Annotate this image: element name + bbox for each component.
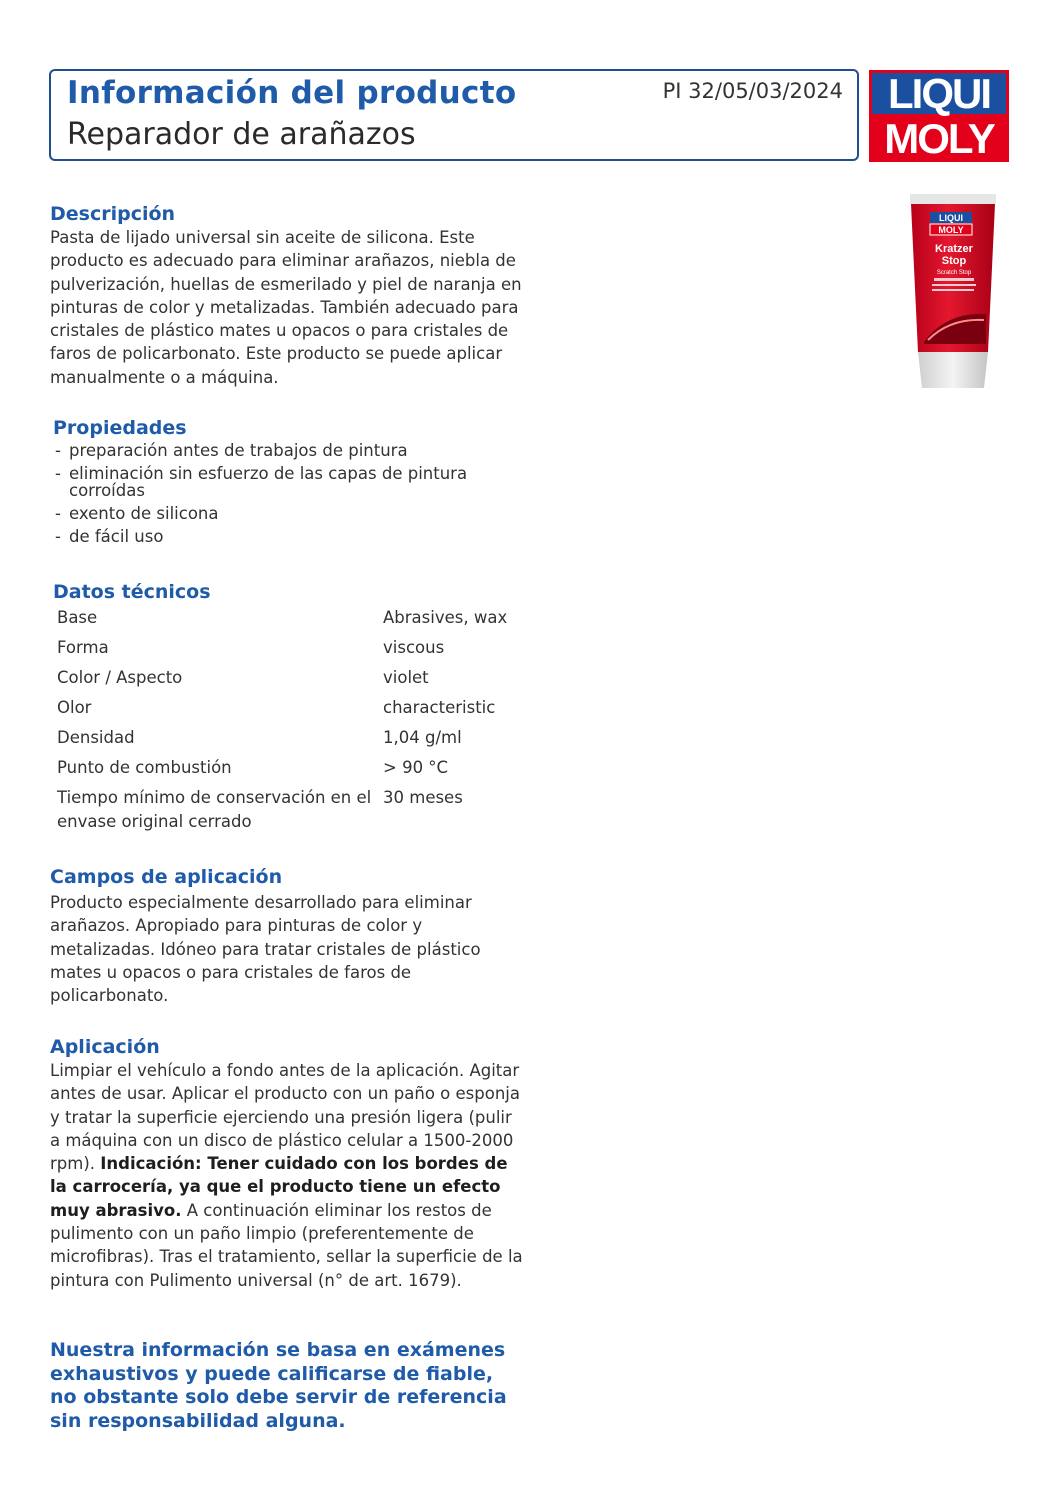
list-item: - de fácil uso <box>53 528 533 545</box>
table-row <box>53 786 507 833</box>
aplicacion-text-end: A continuación eliminar los restos de pulimento con un paño limpio (preferentemente de microfibras). Tras el tratamiento, sellar la superficie de la pintura con Pulimento universal (n° de art. 1679). <box>50 1200 523 1290</box>
section-heading-aplicacion: Aplicación <box>50 1036 160 1058</box>
table-cell-value: violet <box>383 668 429 687</box>
section-descripcion <box>50 202 530 389</box>
table-cell-value: characteristic <box>383 698 496 717</box>
table-cell-value: 1,04 g/ml <box>383 728 462 747</box>
section-heading-propiedades: Propiedades <box>53 417 187 439</box>
table-row <box>53 726 507 756</box>
liqui-moly-logo <box>869 70 1009 162</box>
table-cell-value: Abrasives, wax <box>383 608 508 627</box>
tube-cap <box>918 352 988 388</box>
disclaimer-text: Nuestra información se basa en exámenes exhaustivos y puede calificarse de fiable, no obstante solo debe servir de referencia sin responsabilidad alguna. <box>50 1339 507 1432</box>
product-tube-image <box>906 192 1000 392</box>
table-cell-key: Olor <box>57 698 92 717</box>
document-code: PI 32/05/03/2024 <box>662 79 843 103</box>
logo-line-1: LIQUI <box>872 73 1006 114</box>
section-heading-campos: Campos de aplicación <box>50 866 283 888</box>
table-cell-key: Densidad <box>57 728 135 747</box>
list-item: - preparación antes de trabajos de pintura <box>53 442 533 459</box>
table-cell-key: Punto de combustión <box>57 758 232 777</box>
tube-logo-text-2: MOLY <box>938 225 964 235</box>
aplicacion-text-intro: Limpiar el vehículo a fondo antes de la aplicación. Agitar antes de usar. Aplicar el producto con un paño o esponja y tratar la superficie ejerciendo una presión ligera (pulir a máquina con un disco de plástico celular a 1500-2000 rpm). <box>50 1061 520 1174</box>
section-campos-aplicacion <box>50 865 530 1007</box>
descripcion-text: Pasta de lijado universal sin aceite de silicona. Este producto es adecuado para eliminar arañazos, niebla de pulverización, huellas de esmerilado y piel de naranja en pinturas de color y metalizadas. También adecuado para cristales de plástico mates u opacos o para cristales de faros de policarbonato. Este producto se puede aplicar manualmente o a máquina. <box>50 228 522 387</box>
section-propiedades <box>53 416 533 551</box>
tube-name-2: Stop <box>941 255 967 267</box>
section-heading-descripcion: Descripción <box>50 203 176 225</box>
header-box <box>49 69 859 161</box>
section-disclaimer <box>50 1339 510 1433</box>
section-aplicacion <box>50 1035 525 1292</box>
table-cell-key: Color / Aspecto <box>57 668 183 687</box>
tube-name-1: Kratzer <box>935 243 973 255</box>
campos-text: Producto especialmente desarrollado para eliminar arañazos. Apropiado para pinturas de color y metalizadas. Idóneo para tratar cristales de plástico mates u opacos o para cristales de faros de policarbonato. <box>50 893 481 1006</box>
section-datos-tecnicos <box>53 580 533 833</box>
table-cell-key: Base <box>57 608 98 627</box>
section-heading-datos-tecnicos: Datos técnicos <box>53 581 211 603</box>
table-cell-value: viscous <box>383 638 445 657</box>
aplicacion-text <box>50 1059 525 1292</box>
list-item: - exento de silicona <box>53 505 533 522</box>
tube-text-line <box>934 278 974 281</box>
technical-data-table <box>53 606 507 833</box>
table-row <box>53 666 507 696</box>
table-cell-value: 30 meses <box>383 788 463 807</box>
table-row <box>53 636 507 666</box>
table-row <box>53 696 507 726</box>
table-cell-key: Forma <box>57 638 109 657</box>
tube-crimp <box>910 194 996 204</box>
logo-line-2: MOLY <box>872 118 1006 159</box>
properties-list <box>53 442 533 545</box>
tube-text-line <box>932 289 974 291</box>
page-title: Información del producto <box>67 75 517 111</box>
table-row <box>53 606 507 636</box>
table-row <box>53 756 507 786</box>
aplicacion-warning: Indicación: Tener cuidado con los bordes de la carrocería, ya que el producto tiene un efecto muy abrasivo. <box>50 1154 508 1220</box>
list-item: - eliminación sin esfuerzo de las capas de pintura corroídas <box>53 465 533 499</box>
table-cell-value: > 90 °C <box>383 758 449 777</box>
tube-subname: Scratch Stop <box>936 270 972 276</box>
table-cell-key: Tiempo mínimo de conservación en el envase original cerrado <box>57 788 372 831</box>
tube-text-line <box>932 284 976 286</box>
tube-logo-text-1: LIQUI <box>939 213 963 223</box>
product-name: Reparador de arañazos <box>67 117 416 152</box>
